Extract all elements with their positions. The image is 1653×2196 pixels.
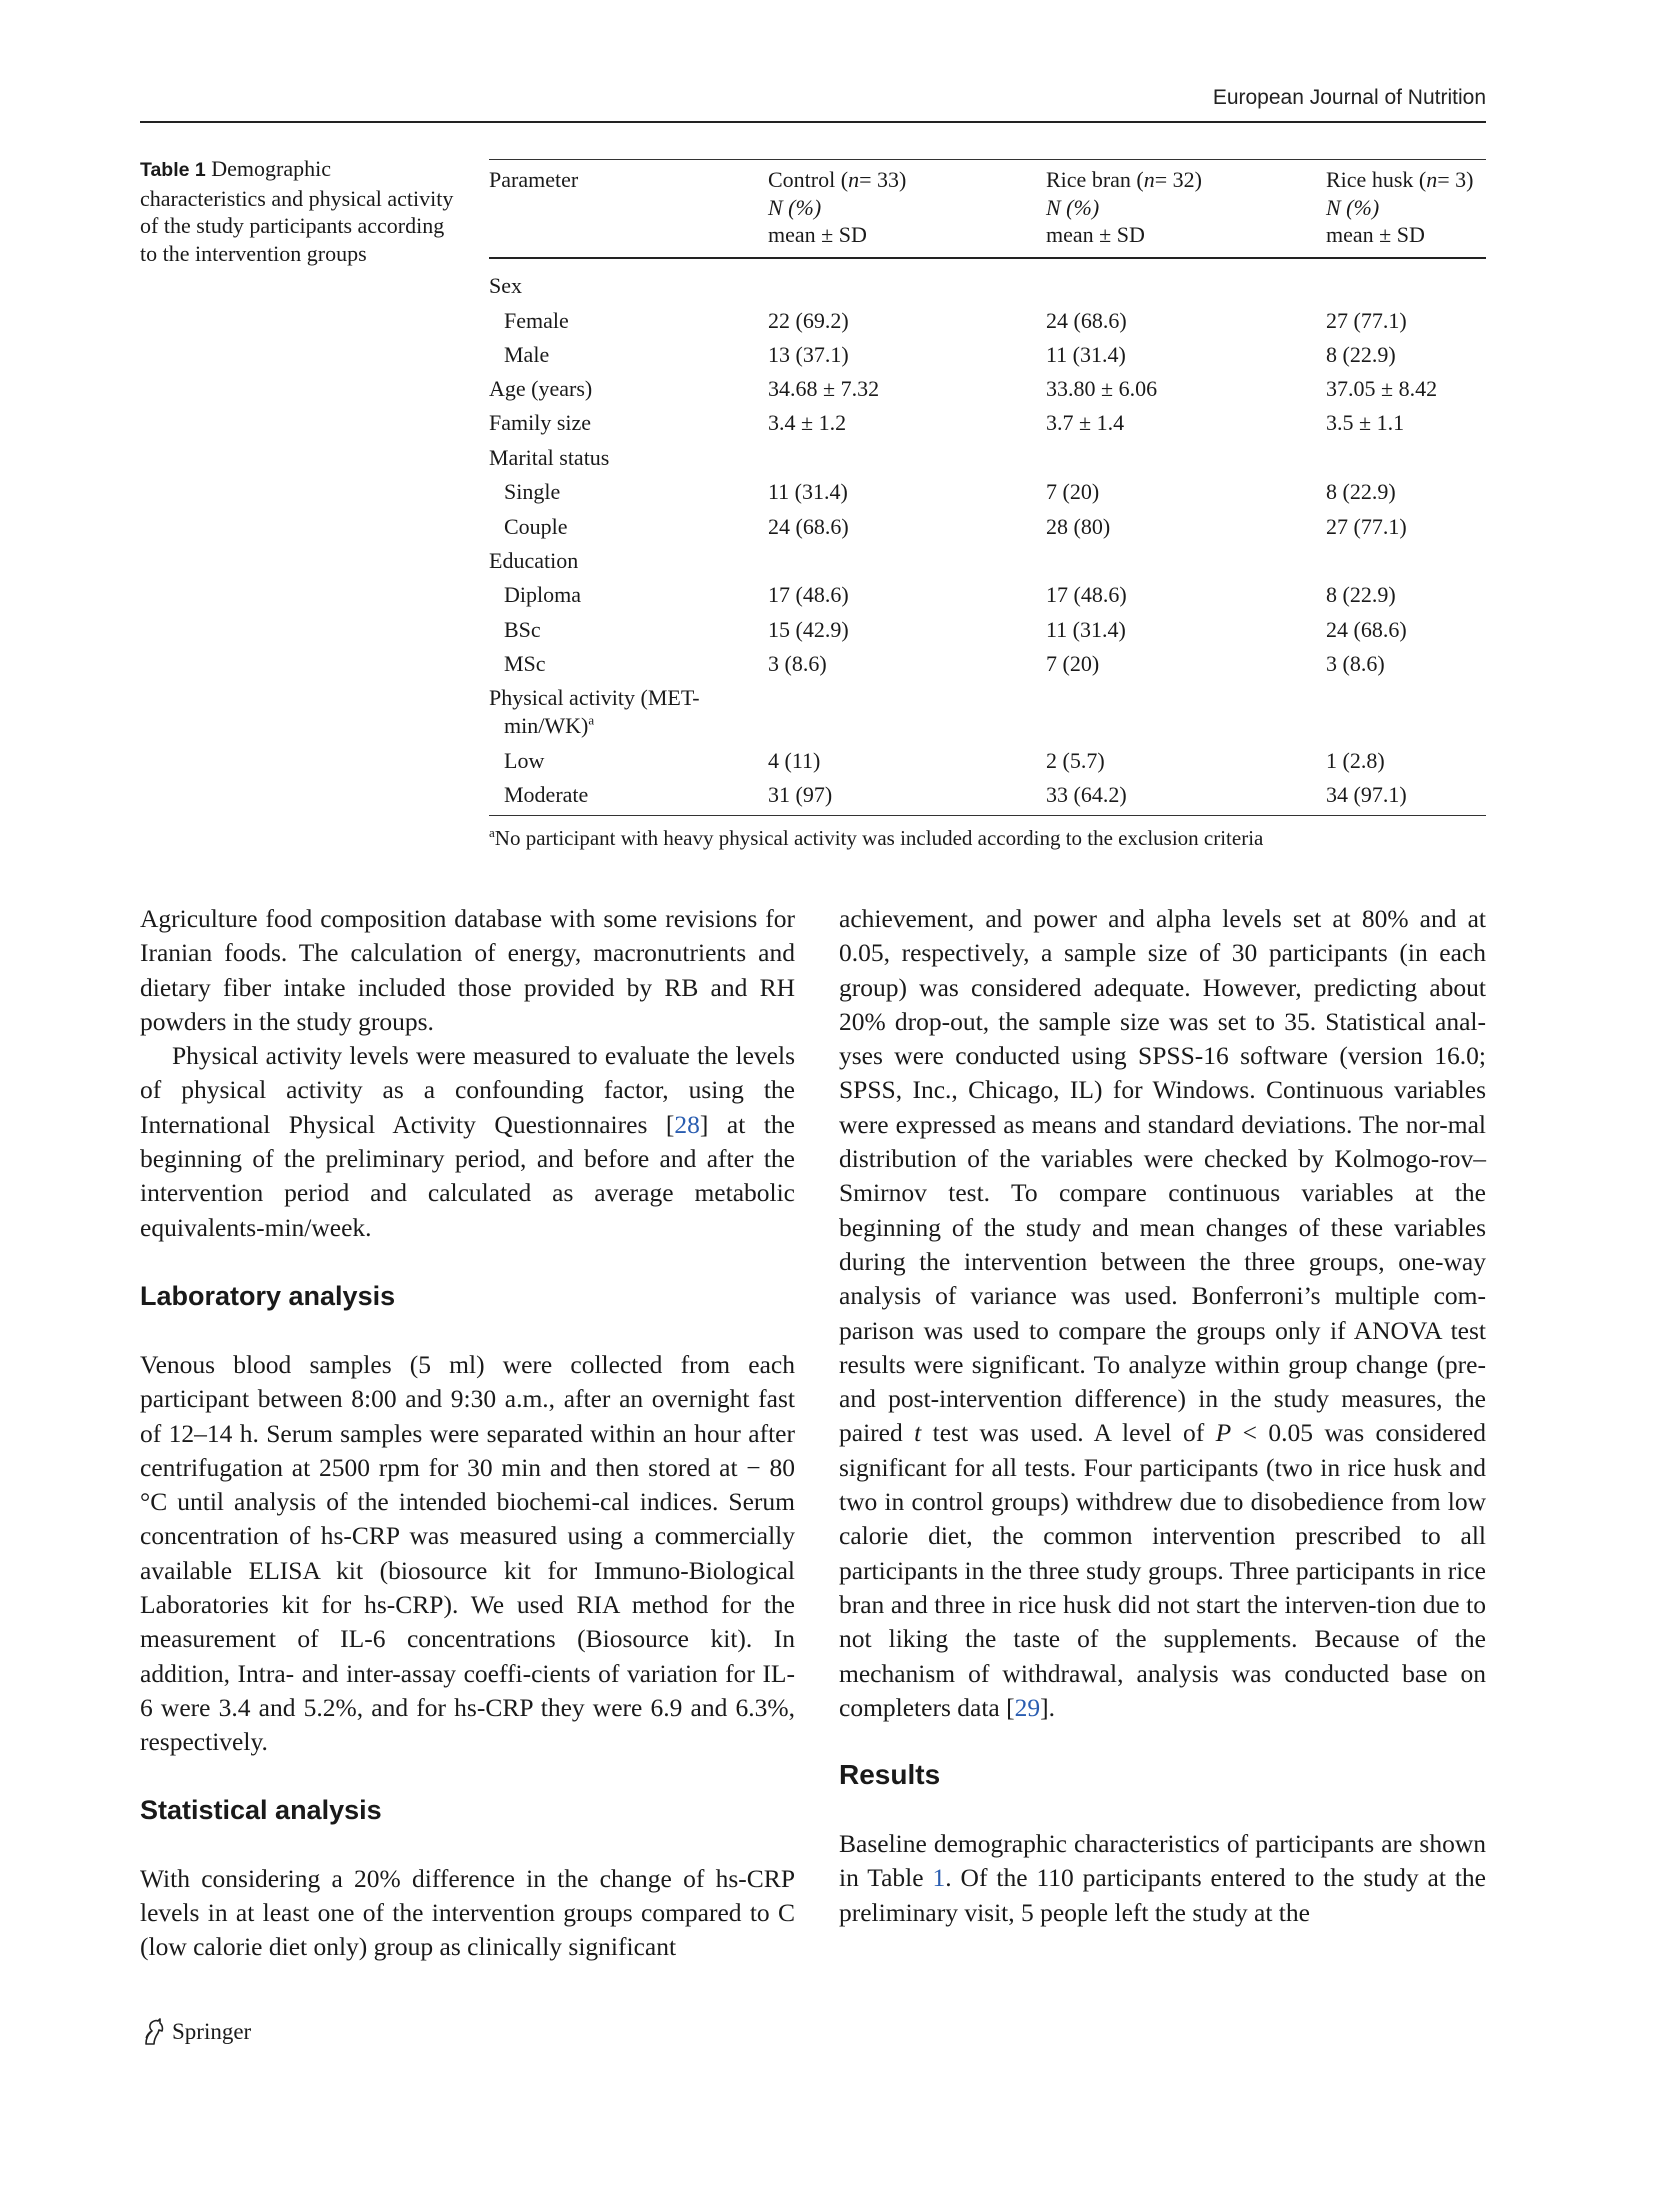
paragraph: Physical activity levels were measured to evaluate the levels of physical activity as a confounding factor, using the International Physical Activity Questionnaires [28] at the beginning of the preliminary period, and before and after the intervention period and calculated as average metabolic equivalents-min/week.: [140, 1041, 795, 1242]
left-text-column: [140, 902, 795, 1964]
table-row: Family size 3.4 ± 1.2 3.7 ± 1.4 3.5 ± 1.1: [489, 410, 1405, 435]
table-label: Table 1: [140, 159, 206, 181]
table-header-control: Control (n= 33) N (%) mean ± SD: [768, 167, 907, 247]
paragraph: Agriculture food composition database with some revisions for Iranian foods. The calculation of energy, macronutrients and dietary fiber intake included those provided by RB and RH powders in the study groups.: [140, 904, 795, 1036]
section-heading-laboratory: Laboratory analysis: [140, 1280, 396, 1311]
table-caption: [140, 155, 460, 267]
reference-link[interactable]: 29: [1014, 1692, 1041, 1722]
table-row: Female 22 (69.2) 24 (68.6) 27 (77.1): [504, 308, 1407, 333]
table-header-rule: [489, 257, 1486, 259]
physical-activity-label: Physical activity (MET- min/WK)$^a$: [489, 685, 700, 738]
table-row: Education: [489, 548, 579, 573]
table-row: MSc 3 (8.6) 7 (20) 3 (8.6): [504, 651, 1385, 676]
table-row: Couple 24 (68.6) 28 (80) 27 (77.1): [504, 514, 1407, 539]
paragraph: Baseline demographic characteristics of participants are shown in Table 1. Of the 110 participants entered to the study at the preliminary visit, 5 people left the study at the: [839, 1829, 1486, 1927]
table-row: BSc 15 (42.9) 11 (31.4) 24 (68.6): [504, 617, 1407, 642]
table-row: Marital status: [489, 445, 610, 470]
header-rule: [140, 121, 1486, 123]
table-header-rice-bran: Rice bran (n= 32) N (%) mean ± SD: [1046, 167, 1202, 247]
paragraph: With considering a 20% difference in the change of hs-CRP levels in at least one of the intervention groups compared to C (low calorie diet only) group as clinically significant: [140, 1863, 795, 1962]
right-text-column: [839, 902, 1486, 1930]
paragraph: achievement, and power and alpha levels set at 80% and at 0.05, respectively, a sample size of 30 participants (in each group) was considered adequate. However, predicting about 20% drop-out, the sample size was set to 35. Statistical anal-yses were conducted using SPSS-16 software (version 16.0; SPSS, Inc., Chicago, IL) for Windows. Continuous variables were expressed as means and standard deviations. The nor-mal distribution of the variables were checked by Kolmogo-rov–Smirnov test. To compare continuous variables at the beginning of the study and mean changes of these variables during the intervention between the three groups, one-way analysis of variance was used. Bonferroni’s multiple com-parison was used to compare the groups only if ANOVA test results were significant. To analyze within group change (pre-and post-intervention difference) in the study measures, the paired t test was used. A level of P < 0.05 was considered significant for all tests. Four participants (two in rice husk and two in control groups) withdrew due to disobedience from low calorie diet, the common intervention prescribed to all participants in the three study groups. Three participants in rice bran and three in rice husk did not start the interven-tion due to not liking the taste of the supplements. Because of the mechanism of withdrawal, analysis was conducted base on completers data [29].: [839, 904, 1486, 1722]
publisher-footer: [140, 2018, 251, 2046]
table-reference-link[interactable]: 1: [932, 1863, 946, 1893]
table-row: Diploma 17 (48.6) 17 (48.6) 8 (22.9): [504, 582, 1396, 607]
table-header-parameter: Parameter: [489, 167, 579, 192]
section-heading-results: Results: [839, 1759, 941, 1791]
paragraph: Venous blood samples (5 ml) were collected from each participant between 8:00 and 9:30 a.m., after an overnight fast of 12–14 h. Serum samples were separated within an hour after centrifugation at 2500 rpm for 30 min and then stored at − 80 °C until analysis of the intended biochemi-cal indices. Serum concentration of hs-CRP was measured using a commercially available ELISA kit (biosource kit for Immuno-Biological Laboratories kit for hs-CRP). We used RIA method for the measurement of IL-6 concentrations (Biosource kit). In addition, Intra- and inter-assay coeffi-cients of variation for IL-6 were 3.4 and 5.2%, and for hs-CRP they were 6.9 and 6.3%, respectively.: [140, 1349, 795, 1757]
table-bottom-rule: [489, 815, 1486, 816]
reference-link[interactable]: 28: [674, 1109, 700, 1139]
table-top-rule: [489, 159, 1486, 160]
table-header-rice-husk: Rice husk (n= 3) N (%) mean ± SD: [1326, 167, 1474, 247]
section-heading-statistical: Statistical analysis: [140, 1794, 382, 1825]
table-row: Age (years) 34.68 ± 7.32 33.80 ± 6.06 37.05 ± 8.42: [489, 376, 1438, 401]
table-footnote: $^a$No participant with heavy physical activity was included according to the exclusion criteria: [489, 825, 1264, 850]
journal-title: European Journal of Nutrition: [1212, 86, 1486, 109]
table-row: Moderate 31 (97) 33 (64.2) 34 (97.1): [504, 782, 1407, 807]
springer-horse-icon: [140, 2018, 166, 2046]
publisher-name: Springer: [172, 2019, 252, 2044]
table-row: Male 13 (37.1) 11 (31.4) 8 (22.9): [504, 342, 1396, 367]
table-row: Low 4 (11) 2 (5.7) 1 (2.8): [504, 748, 1385, 773]
table-caption-text: Demographic characteristics and physical activity of the study participants according to the intervention groups: [140, 156, 454, 266]
table-row: Single 11 (31.4) 7 (20) 8 (22.9): [504, 479, 1396, 504]
table-row: [489, 684, 1486, 746]
table-row: Sex: [489, 273, 522, 298]
